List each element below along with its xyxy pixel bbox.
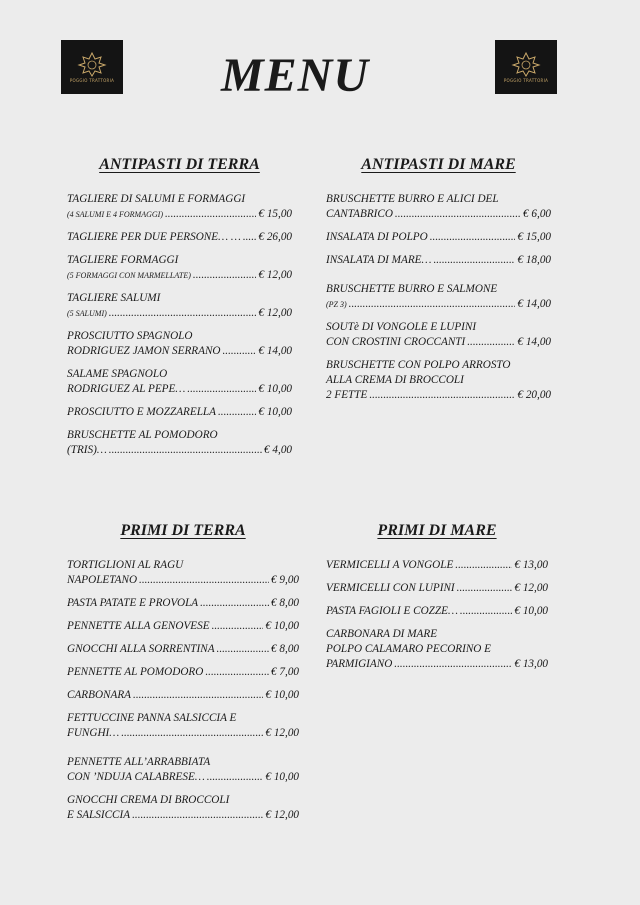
dot-leader bbox=[207, 770, 264, 785]
menu-item bbox=[67, 688, 299, 703]
menu-item-name: TORTIGLIONI AL RAGU bbox=[67, 559, 184, 571]
menu-item bbox=[326, 320, 551, 350]
menu-item-name: POLPO CALAMARO PECORINO E bbox=[326, 643, 491, 655]
menu-item-name: FETTUCCINE PANNA SALSICCIA E bbox=[67, 712, 237, 724]
menu-item-note: (PZ 3) bbox=[326, 300, 347, 309]
dot-leader bbox=[218, 405, 256, 420]
menu-item-name: PARMIGIANO bbox=[326, 658, 393, 670]
dot-leader bbox=[165, 207, 256, 222]
dot-leader bbox=[212, 619, 264, 634]
section-heading: PRIMI DI MARE bbox=[377, 522, 497, 539]
dot-leader bbox=[133, 688, 263, 703]
dot-leader bbox=[433, 253, 515, 268]
menu-item-row bbox=[326, 207, 551, 222]
menu-item-name: BRUSCHETTE CON POLPO ARROSTO bbox=[326, 359, 511, 371]
menu-item-name: VERMICELLI A VONGOLE bbox=[326, 559, 454, 571]
menu-item-name: PASTA FAGIOLI E COZZE… bbox=[326, 605, 458, 617]
menu-item-row bbox=[326, 335, 551, 350]
menu-item-price: € 4,00 bbox=[264, 444, 292, 456]
menu-item bbox=[67, 596, 299, 611]
menu-item-price: € 15,00 bbox=[258, 208, 292, 220]
menu-item-row bbox=[67, 573, 299, 588]
menu-item bbox=[67, 665, 299, 680]
restaurant-logo-right bbox=[495, 40, 557, 94]
logo-text: POGGIO TRATTORIA bbox=[503, 78, 549, 83]
logo-text: POGGIO TRATTORIA bbox=[69, 78, 115, 83]
dot-leader bbox=[217, 642, 270, 657]
menu-item-row bbox=[67, 619, 299, 634]
menu-item-price: € 15,00 bbox=[517, 231, 551, 243]
menu-item-name: CON ’NDUJA CALABRESE… bbox=[67, 771, 205, 783]
dot-leader bbox=[460, 604, 513, 619]
crest-icon bbox=[509, 51, 543, 77]
menu-item-price: € 14,00 bbox=[517, 336, 551, 348]
menu-item-price: € 10,00 bbox=[265, 689, 299, 701]
menu-item-price: € 12,00 bbox=[258, 307, 292, 319]
menu-item-name: PENNETTE ALLA GENOVESE bbox=[67, 620, 210, 632]
menu-item bbox=[326, 581, 548, 596]
menu-item-row bbox=[67, 344, 292, 359]
menu-item-name: SOUTè DI VONGOLE E LUPINI bbox=[326, 321, 477, 333]
menu-item-name: (TRIS)… bbox=[67, 444, 107, 456]
menu-item-price: € 10,00 bbox=[258, 383, 292, 395]
section-primi-terra bbox=[67, 522, 299, 831]
menu-item-row bbox=[67, 665, 299, 680]
menu-item-price: € 13,00 bbox=[514, 658, 548, 670]
dot-leader bbox=[349, 297, 516, 312]
menu-item-price: € 9,00 bbox=[271, 574, 299, 586]
menu-item bbox=[67, 192, 292, 222]
menu-item bbox=[326, 253, 551, 268]
dot-leader bbox=[457, 581, 513, 596]
dot-leader bbox=[139, 573, 269, 588]
dot-leader bbox=[109, 306, 257, 321]
menu-item-name: BRUSCHETTE AL POMODORO bbox=[67, 429, 218, 441]
menu-item-price: € 20,00 bbox=[517, 389, 551, 401]
menu-item-row bbox=[326, 388, 551, 403]
menu-item-price: € 14,00 bbox=[258, 345, 292, 357]
menu-item-name: TAGLIERE DI SALUMI E FORMAGGI bbox=[67, 193, 246, 205]
menu-item bbox=[67, 230, 292, 245]
dot-leader bbox=[205, 665, 269, 680]
menu-item-price: € 12,00 bbox=[265, 727, 299, 739]
menu-item-price: € 26,00 bbox=[258, 231, 292, 243]
menu-item-name: VERMICELLI CON LUPINI bbox=[326, 582, 455, 594]
menu-item-name: NAPOLETANO bbox=[67, 574, 138, 586]
menu-item bbox=[67, 253, 292, 283]
menu-item-price: € 7,00 bbox=[271, 666, 299, 678]
menu-item-price: € 12,00 bbox=[265, 809, 299, 821]
menu-item bbox=[67, 558, 299, 588]
menu-item bbox=[67, 291, 292, 321]
menu-item-row bbox=[67, 688, 299, 703]
dot-leader bbox=[369, 388, 515, 403]
dot-leader bbox=[200, 596, 269, 611]
menu-item-row bbox=[67, 382, 292, 397]
menu-item bbox=[326, 627, 548, 672]
menu-item-name: PENNETTE ALL’ARRABBIATA bbox=[67, 756, 211, 768]
menu-item-name: INSALATA DI MARE… bbox=[326, 254, 432, 266]
menu-item-row bbox=[326, 657, 548, 672]
menu-item-price: € 18,00 bbox=[517, 254, 551, 266]
menu-item bbox=[326, 230, 551, 245]
menu-item-row bbox=[67, 596, 299, 611]
menu-item bbox=[67, 619, 299, 634]
menu-item-name: 2 FETTE bbox=[326, 389, 368, 401]
section-heading: ANTIPASTI DI TERRA bbox=[99, 156, 260, 173]
menu-item-name: FUNGHI… bbox=[67, 727, 120, 739]
menu-item-price: € 10,00 bbox=[258, 406, 292, 418]
menu-item bbox=[67, 428, 292, 458]
section-heading: ANTIPASTI DI MARE bbox=[361, 156, 516, 173]
menu-item bbox=[326, 282, 551, 312]
menu-item bbox=[67, 642, 299, 657]
menu-item-row bbox=[67, 268, 292, 283]
menu-item-row bbox=[326, 558, 548, 573]
menu-item-row bbox=[67, 808, 299, 823]
section-heading: PRIMI DI TERRA bbox=[120, 522, 246, 539]
menu-item-name: PENNETTE AL POMODORO bbox=[67, 666, 204, 678]
menu-item-price: € 10,00 bbox=[265, 771, 299, 783]
dot-leader bbox=[394, 657, 512, 672]
dot-leader bbox=[109, 443, 262, 458]
menu-item-price: € 13,00 bbox=[514, 559, 548, 571]
menu-item-name: PASTA PATATE E PROVOLA bbox=[67, 597, 199, 609]
menu-item-name: CARBONARA DI MARE bbox=[326, 628, 438, 640]
menu-item-name: CARBONARA bbox=[67, 689, 132, 701]
menu-item-name: E SALSICCIA bbox=[67, 809, 131, 821]
menu-item-name: TAGLIERE SALUMI bbox=[67, 292, 161, 304]
menu-item-name: RODRIGUEZ JAMON SERRANO bbox=[67, 345, 221, 357]
dot-leader bbox=[243, 230, 257, 245]
menu-item bbox=[67, 329, 292, 359]
menu-item-name: BRUSCHETTE BURRO E ALICI DEL bbox=[326, 193, 499, 205]
menu-item-name: BRUSCHETTE BURRO E SALMONE bbox=[326, 283, 498, 295]
menu-item-name: GNOCCHI ALLA SORRENTINA bbox=[67, 643, 215, 655]
menu-item-price: € 10,00 bbox=[265, 620, 299, 632]
dot-leader bbox=[193, 268, 257, 283]
menu-item-row bbox=[67, 726, 299, 741]
menu-item-price: € 12,00 bbox=[514, 582, 548, 594]
menu-item-name: CON CROSTINI CROCCANTI bbox=[326, 336, 466, 348]
menu-item-price: € 8,00 bbox=[271, 643, 299, 655]
dot-leader bbox=[395, 207, 521, 222]
menu-item bbox=[67, 711, 299, 741]
menu-item-price: € 6,00 bbox=[523, 208, 551, 220]
menu-item-name: GNOCCHI CREMA DI BROCCOLI bbox=[67, 794, 230, 806]
menu-item bbox=[326, 604, 548, 619]
menu-item-note: (4 SALUMI E 4 FORMAGGI) bbox=[67, 210, 163, 219]
menu-item-row bbox=[326, 253, 551, 268]
menu-item-name: PROSCIUTTO SPAGNOLO bbox=[67, 330, 193, 342]
dot-leader bbox=[467, 335, 515, 350]
menu-item-name: SALAME SPAGNOLO bbox=[67, 368, 168, 380]
menu-item-row bbox=[67, 642, 299, 657]
menu-item bbox=[326, 558, 548, 573]
menu-item-row bbox=[67, 770, 299, 785]
dot-leader bbox=[187, 382, 256, 397]
menu-item bbox=[67, 405, 292, 420]
menu-item bbox=[67, 793, 299, 823]
menu-item-price: € 8,00 bbox=[271, 597, 299, 609]
dot-leader bbox=[132, 808, 263, 823]
menu-item-row bbox=[326, 297, 551, 312]
page-title: MENU bbox=[220, 49, 370, 102]
menu-item-price: € 14,00 bbox=[517, 298, 551, 310]
menu-item-row bbox=[67, 207, 292, 222]
menu-item-row bbox=[67, 443, 292, 458]
menu-item-name: RODRIGUEZ AL PEPE… bbox=[67, 383, 186, 395]
menu-item-row bbox=[67, 306, 292, 321]
dot-leader bbox=[430, 230, 516, 245]
menu-item-name: TAGLIERE PER DUE PERSONE… … bbox=[67, 231, 241, 243]
dot-leader bbox=[121, 726, 263, 741]
menu-item bbox=[67, 367, 292, 397]
section-primi-mare bbox=[326, 522, 548, 680]
menu-item-row bbox=[67, 405, 292, 420]
menu-item-name: ALLA CREMA DI BROCCOLI bbox=[326, 374, 464, 386]
menu-item-note: (5 SALUMI) bbox=[67, 309, 107, 318]
menu-item-name: TAGLIERE FORMAGGI bbox=[67, 254, 179, 266]
section-antipasti-mare bbox=[326, 156, 551, 411]
menu-item-name: PROSCIUTTO E MOZZARELLA bbox=[67, 406, 216, 418]
menu-item-name: CANTABRICO bbox=[326, 208, 393, 220]
menu-item-row bbox=[67, 230, 292, 245]
menu-item bbox=[326, 192, 551, 222]
menu-item-price: € 10,00 bbox=[514, 605, 548, 617]
dot-leader bbox=[455, 558, 512, 573]
menu-item-row bbox=[326, 230, 551, 245]
dot-leader bbox=[223, 344, 257, 359]
menu-item-row bbox=[326, 604, 548, 619]
menu-item-note: (5 FORMAGGI CON MARMELLATE) bbox=[67, 271, 191, 280]
menu-item-price: € 12,00 bbox=[258, 269, 292, 281]
menu-item-name: INSALATA DI POLPO bbox=[326, 231, 428, 243]
menu-item bbox=[326, 358, 551, 403]
menu-item-row bbox=[326, 581, 548, 596]
menu-item bbox=[67, 755, 299, 785]
section-antipasti-terra bbox=[67, 156, 292, 466]
